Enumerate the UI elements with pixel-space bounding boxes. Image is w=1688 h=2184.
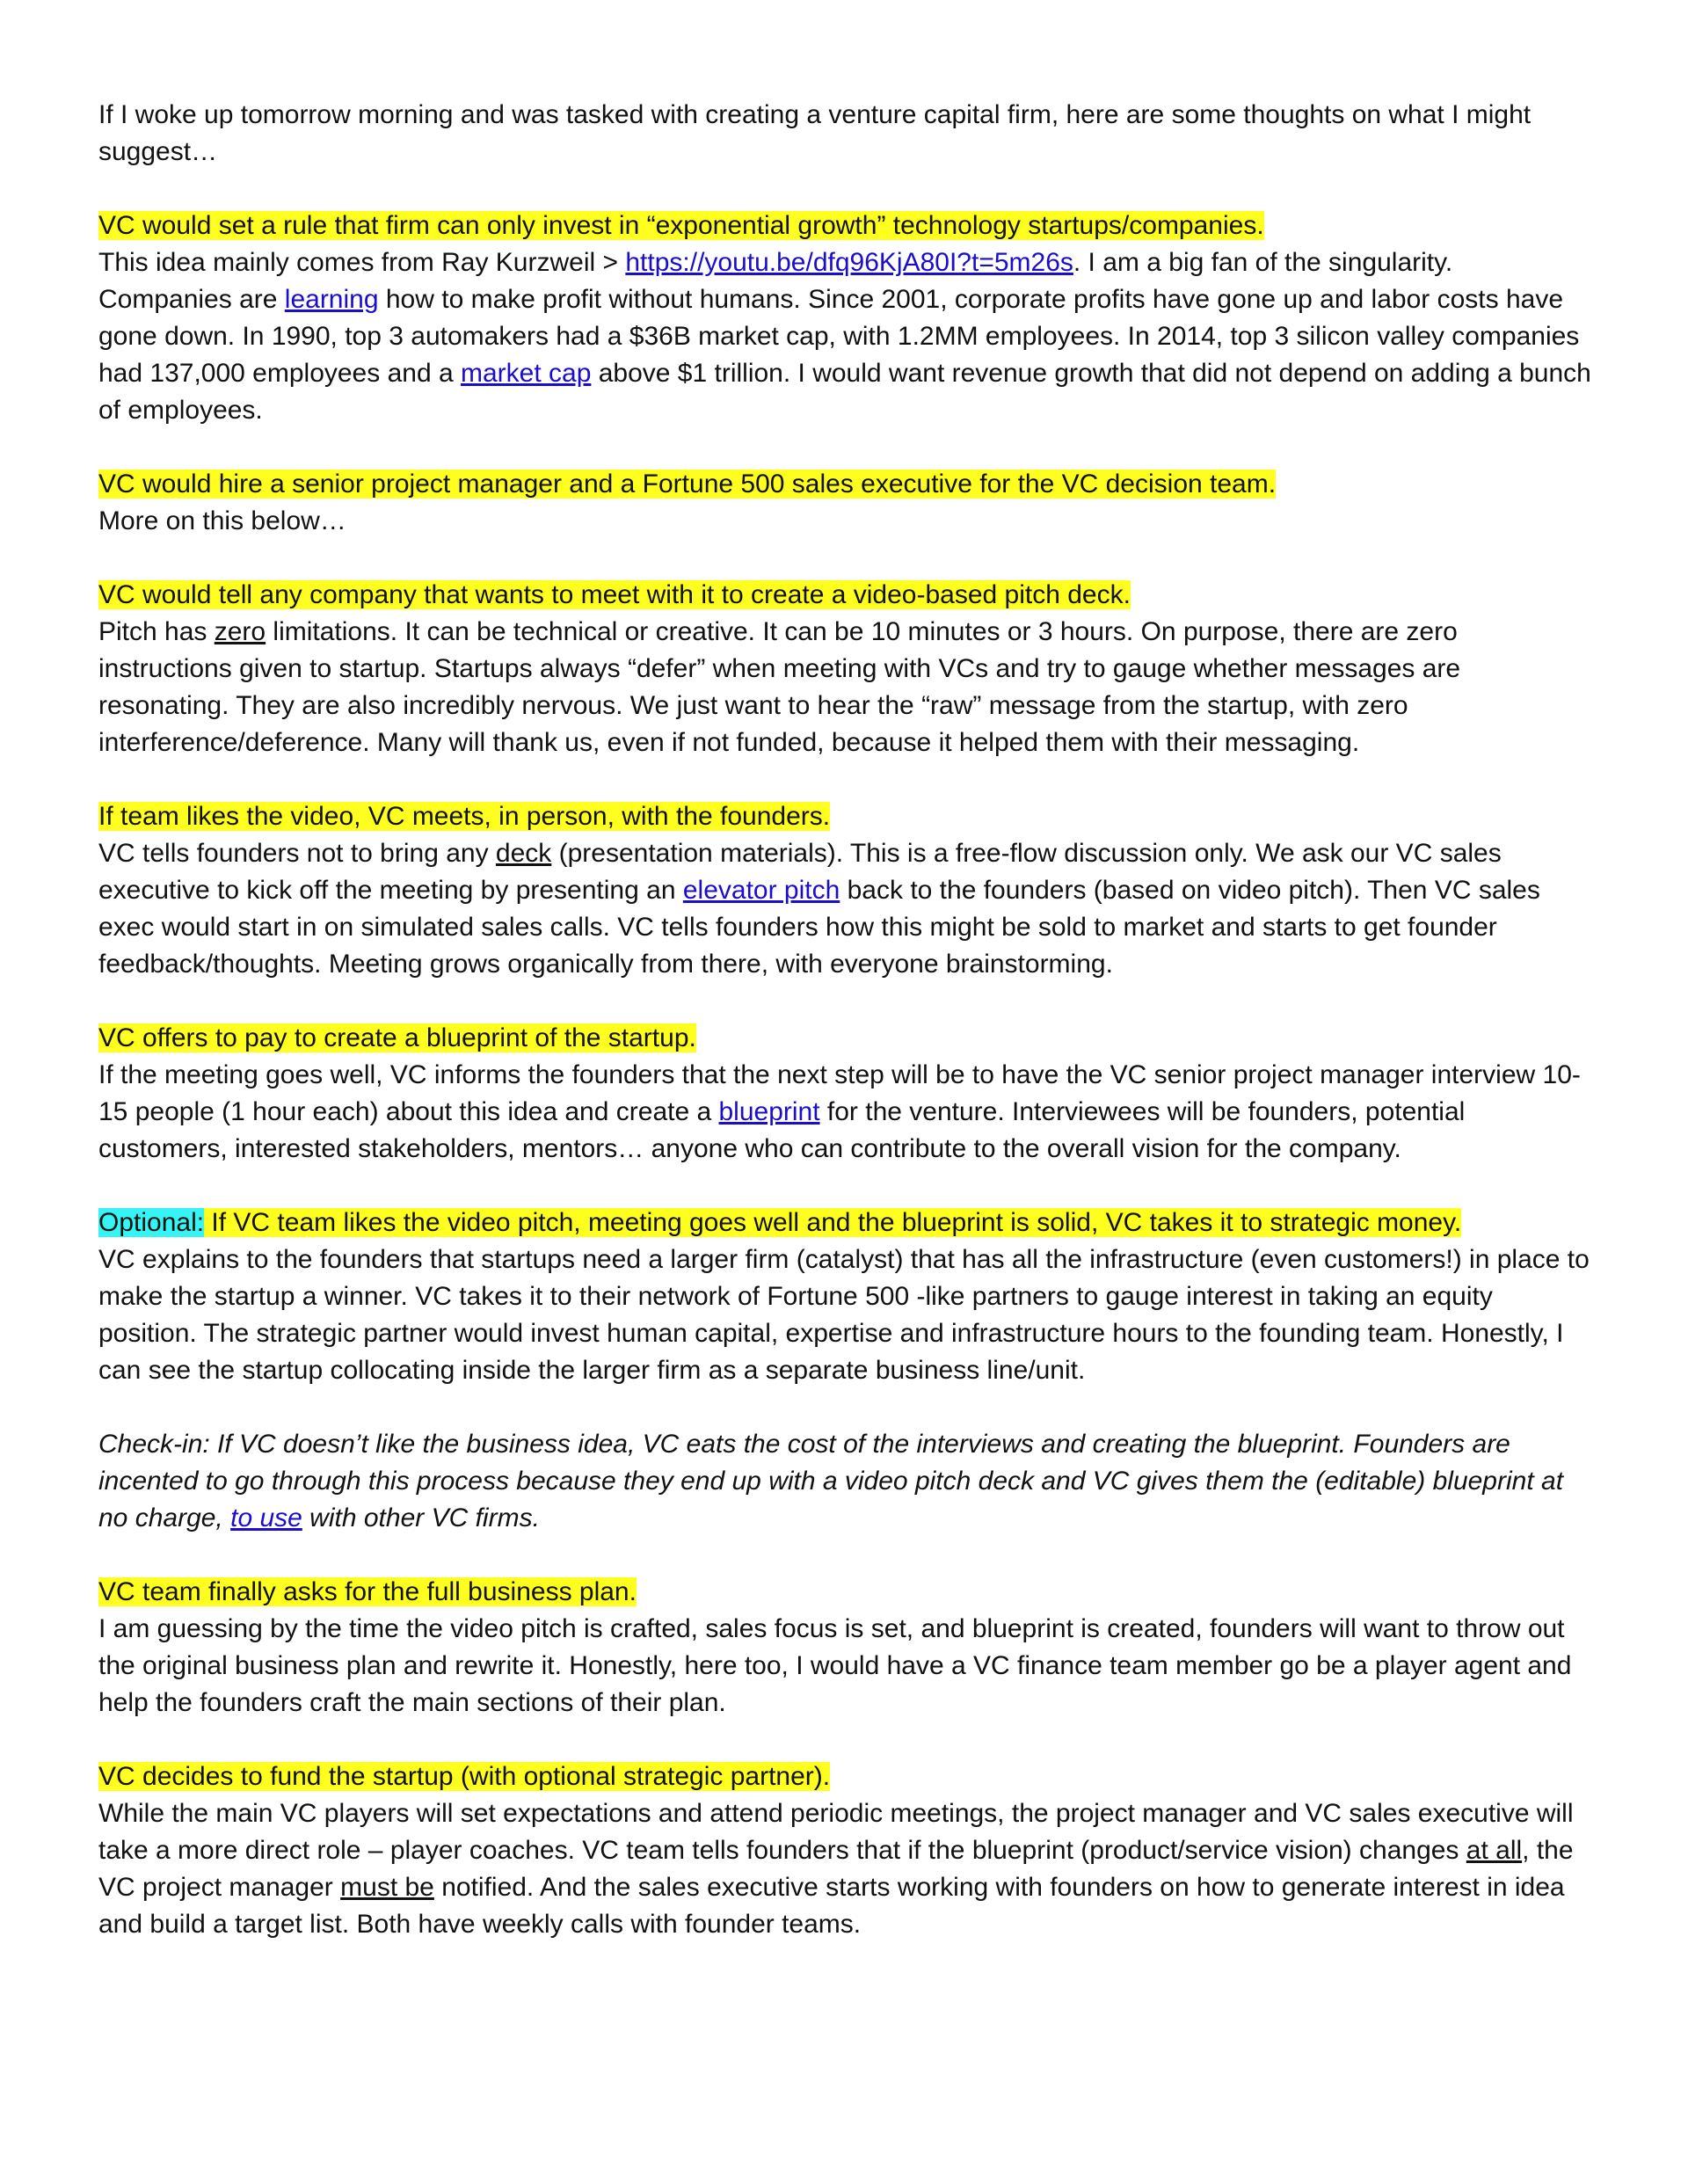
section-business-plan [98,1574,1591,1722]
section-meet-founders [98,798,1591,983]
underlined-text: at all [1466,1836,1523,1865]
body-text: VC tells founders not to bring any [98,839,496,868]
section-heading [98,207,1591,244]
section-body: More on this below… [98,506,346,535]
section-video-pitch [98,577,1591,761]
section-heading [98,1020,1591,1057]
underlined-text: zero [214,617,266,646]
blueprint-link[interactable]: blueprint [718,1097,820,1126]
to-use-link[interactable]: to use [230,1503,302,1532]
body-text: While the main VC players will set expectations and attend periodic meetings, the project manager and VC sales executive will take a more direct role – player coaches. VC team tells founders that if the blueprint (product/service vision) changes [98,1799,1574,1865]
body-text: notified. And the sales executive starts working with founders on how to generate interest in idea and build a target list. Both have weekly calls with founder teams. [98,1873,1565,1939]
intro-text: If I woke up tomorrow morning and was tasked with creating a venture capital firm, here are some thoughts on what I might suggest… [98,100,1532,166]
body-text: If the meeting goes well, VC informs the founders that the next step will be to have the VC senior project manager interview 10-15 people (1 hour each) about this idea and create a [98,1060,1581,1126]
elevator-pitch-link[interactable]: elevator pitch [682,876,840,905]
highlighted-heading: VC would set a rule that firm can only invest in “exponential growth” technology startups/companies. [98,211,1264,240]
highlighted-heading: VC decides to fund the startup (with optional strategic partner). [98,1762,831,1791]
underlined-text: deck [495,839,552,868]
highlighted-heading: VC would tell any company that wants to meet with it to create a video-based pitch deck. [98,580,1131,609]
intro-paragraph [98,97,1591,171]
highlighted-heading: VC offers to pay to create a blueprint of the startup. [98,1023,696,1052]
section-fund-startup [98,1758,1591,1943]
section-heading [98,577,1591,614]
optional-label: Optional: [98,1208,205,1237]
section-body: VC explains to the founders that startups need a larger firm (catalyst) that has all the infrastructure (even customers!) in place to make the startup a winner. VC takes it to their network of Fortune 500 -like partners to gauge interest in taking an equity position. The strategic partner would invest human capital, expertise and infrastructure hours to the founding team. Honestly, I can see the startup collocating inside the larger firm as a separate business line/unit. [98,1245,1590,1385]
body-text: back to the founders (based on video pitch). Then VC sales exec would start in on simulated sales calls. VC tells founders how this might be sold to market and starts to get founder feedback/thoughts. Meeting grows organically from there, with everyone brainstorming. [98,876,1540,979]
section-body [98,614,1591,761]
section-body [98,835,1591,983]
highlighted-heading: If team likes the video, VC meets, in person, with the founders. [98,802,831,831]
section-exponential-growth [98,207,1591,429]
market-cap-link[interactable]: market cap [461,359,592,388]
section-heading [98,466,1591,503]
body-text: . I am a big fan of the singularity. Companies are [98,248,1453,314]
section-hire-team [98,466,1591,540]
underlined-text: must be [340,1873,434,1902]
body-text: Check-in: If VC doesn’t like the business idea, VC eats the cost of the interviews and creating the blueprint. Founders are incented to go through this process because they end up with a video pitch deck and VC gives them the (editable) blueprint at no charge, [98,1430,1564,1532]
section-body [98,1057,1591,1168]
section-strategic-money [98,1205,1591,1389]
body-text: for the venture. Interviewees will be founders, potential customers, interested stakeholders, mentors… anyone who can contribute to the overall vision for the company. [98,1097,1466,1163]
section-heading [98,1758,1591,1795]
body-text: (presentation materials). This is a free-flow discussion only. We ask our VC sales executive to kick off the meeting by presenting an [98,839,1502,905]
highlighted-heading: VC team finally asks for the full business plan. [98,1577,637,1606]
section-body [98,244,1591,429]
body-text: above $1 trillion. I would want revenue growth that did not depend on adding a bunch of employees. [98,359,1591,425]
body-text: with other VC firms. [302,1503,540,1532]
section-body: I am guessing by the time the video pitch is crafted, sales focus is set, and blueprint is created, founders will want to throw out the original business plan and rewrite it. Honestly, here too, I would have a VC finance team member go be a player agent and help the founders craft the main sections of their plan. [98,1614,1572,1717]
section-heading [98,798,1591,835]
highlighted-heading: If VC team likes the video pitch, meeting goes well and the blueprint is solid, VC takes it to strategic money. [204,1208,1462,1237]
section-blueprint [98,1020,1591,1168]
body-text: This idea mainly comes from Ray Kurzweil > [98,248,626,277]
section-heading [98,1205,1591,1241]
highlighted-heading: VC would hire a senior project manager and a Fortune 500 sales executive for the VC decision team. [98,470,1277,499]
section-heading [98,1574,1591,1611]
body-text: , the VC project manager [98,1836,1574,1902]
body-text: how to make profit without humans. Since 2001, corporate profits have gone up and labor costs have gone down. In 1990, top 3 automakers had a $36B market cap, with 1.2MM employees. In 2014, top 3 silicon valley companies had 137,000 employees and a [98,285,1580,388]
youtube-link[interactable]: https://youtu.be/dfq96KjA80I?t=5m26s [625,248,1073,277]
body-text: limitations. It can be technical or creative. It can be 10 minutes or 3 hours. On purpose, there are zero instructions given to startup. Startups always “defer” when meeting with VCs and try to gauge whether messages are resonating. They are also incredibly nervous. We just want to hear the “raw” message from the startup, with zero interference/deference. Many will thank us, even if not funded, because it helped them with their messaging. [98,617,1461,757]
section-body [98,1795,1591,1943]
body-text: Pitch has [98,617,215,646]
learning-link[interactable]: learning [284,285,379,314]
check-in-note [98,1426,1591,1537]
